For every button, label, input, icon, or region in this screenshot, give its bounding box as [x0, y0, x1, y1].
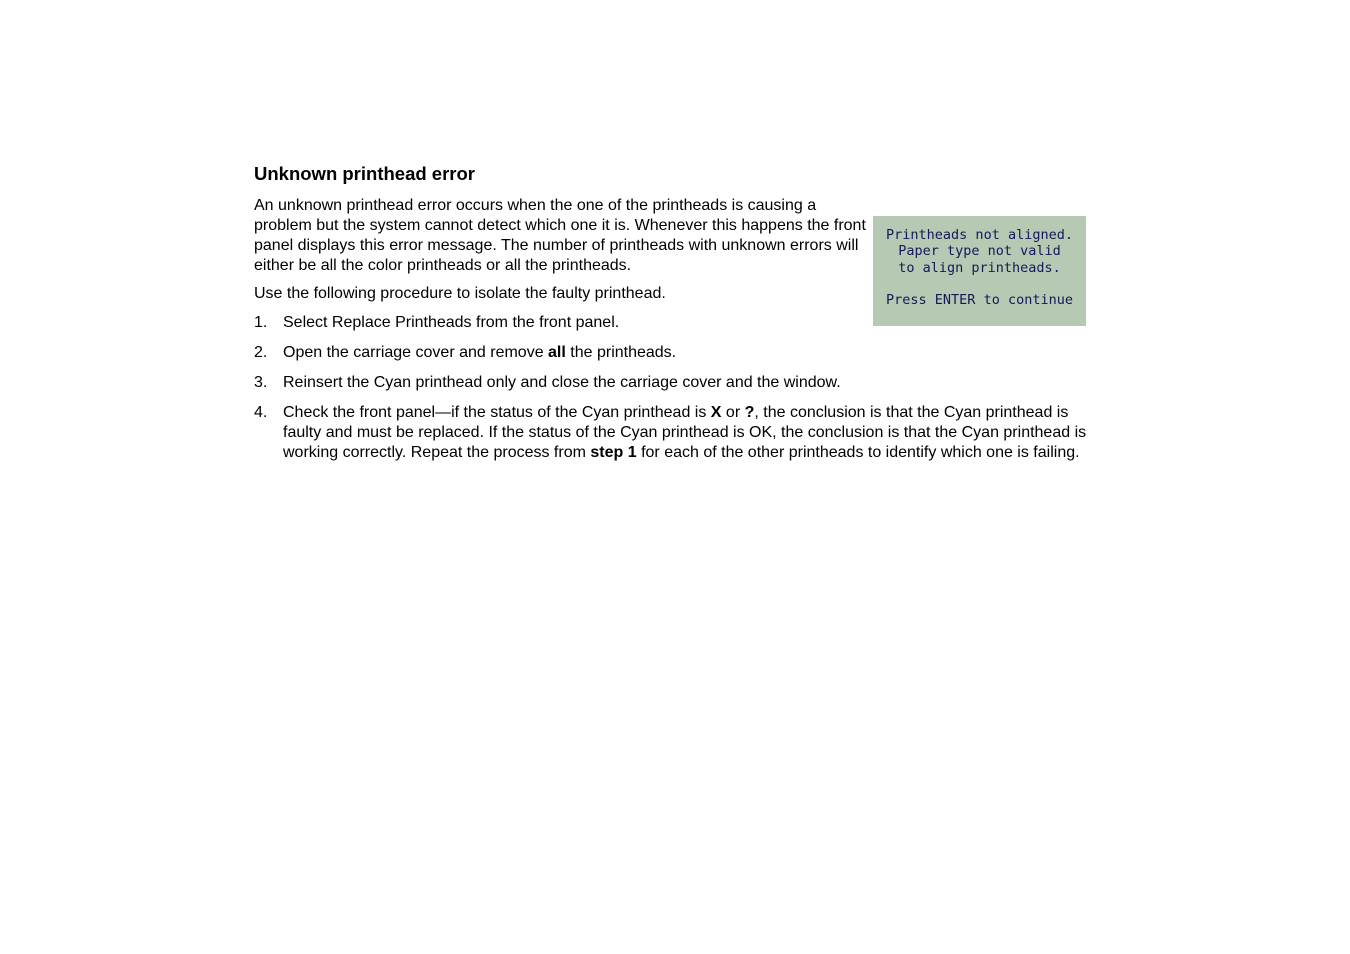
panel-prompt-line: Press ENTER to continue	[886, 291, 1073, 308]
intro-paragraph: An unknown printhead error occurs when the one of the printheads is causing a problem but the system cannot detect which one it is. Whenever this happens the front panel displays this error message. The number of printheads with unknown errors will either be all the color printheads or all the printheads.	[254, 197, 866, 274]
front-panel-display	[873, 216, 1086, 326]
step-text: the printheads.	[565, 344, 677, 361]
step-text: Check the front panel—if the status of the Cyan printhead is	[283, 404, 711, 421]
step-text: Reinsert the Cyan printhead only and close the carriage cover and the window.	[283, 374, 841, 391]
panel-message-line: Printheads not aligned.	[886, 227, 1073, 243]
step-item	[254, 343, 1099, 363]
step-text: Select Replace Printheads from the front panel.	[283, 314, 620, 331]
step-emphasis: X	[710, 404, 722, 421]
step-text: , the conclusion is that the Cyan printhead is faulty and must be replaced. If the status of the Cyan printhead is OK, the conclusion is that the Cyan printhead is working correctly. Repeat the process from	[283, 404, 1087, 461]
panel-message-line: Paper type not valid	[898, 243, 1061, 260]
step-item	[254, 313, 1099, 333]
section-title: Unknown printhead error	[254, 163, 475, 184]
step-item	[254, 403, 1099, 463]
step-text: Open the carriage cover and remove	[283, 344, 549, 361]
step-text: or	[721, 404, 745, 421]
step-number: 1.	[254, 314, 268, 331]
step-item	[254, 373, 1099, 393]
procedure-steps	[254, 313, 1099, 473]
step-text: for each of the other printheads to identify which one is failing.	[636, 444, 1080, 461]
step-emphasis: ?	[744, 404, 755, 421]
step-number: 3.	[254, 374, 268, 391]
step-emphasis: step 1	[590, 444, 637, 461]
step-number: 4.	[254, 404, 268, 421]
step-emphasis: all	[548, 344, 566, 361]
procedure-intro: Use the following procedure to isolate the faulty printhead.	[254, 285, 666, 302]
step-number: 2.	[254, 344, 268, 361]
panel-message-line: to align printheads.	[898, 259, 1061, 276]
panel-spacer	[873, 276, 1086, 292]
